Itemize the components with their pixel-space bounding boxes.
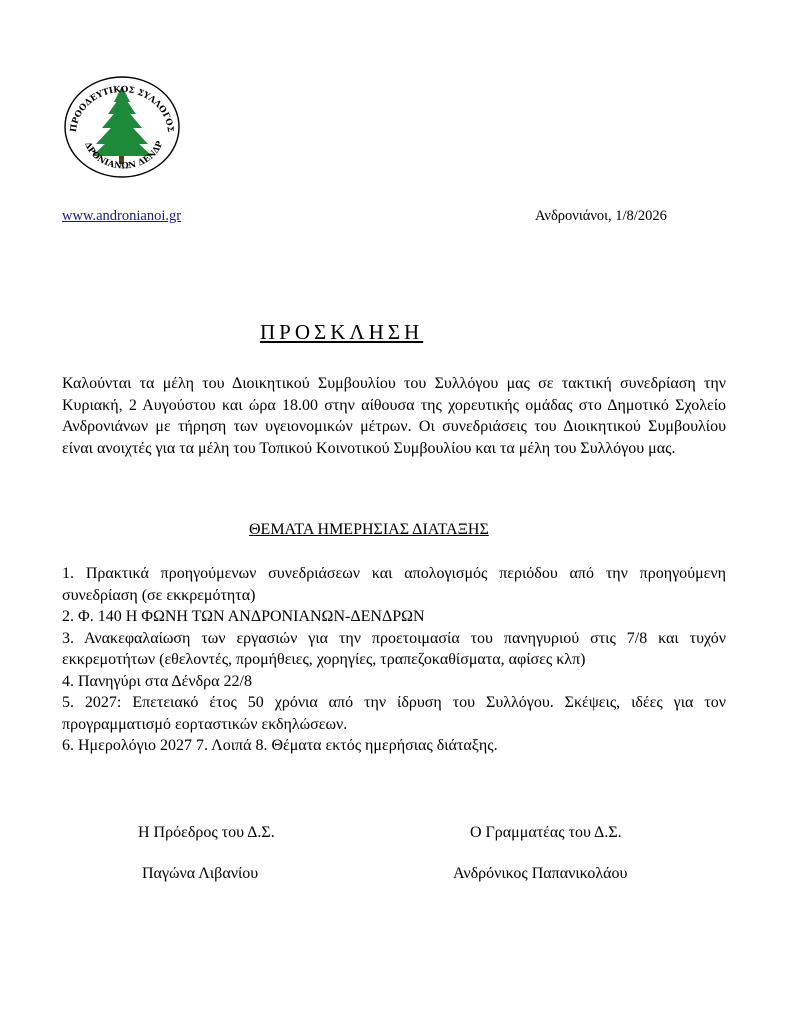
secretary-name: Ανδρόνικος Παπανικολάου bbox=[453, 865, 628, 882]
agenda-item: 1. Πρακτικά προηγούμενων συνεδριάσεων και απολογισμός περιόδου από την προηγούμενη συνεδρίαση (σε εκκρεμότητα) bbox=[62, 565, 726, 604]
agenda-item: 2. Φ. 140 Η ΦΩΝΗ ΤΩΝ ΑΝΔΡΟΝΙΑΝΩΝ-ΔΕΝΔΡΩΝ bbox=[62, 608, 425, 625]
agenda-title: ΘΕΜΑΤΑ ΗΜΕΡΗΣΙΑΣ ΔΙΑΤΑΞΗΣ bbox=[249, 521, 489, 538]
logo-seal bbox=[62, 74, 182, 180]
date-line: Ανδρονιάνοι, 1/8/2026 bbox=[535, 208, 667, 224]
document-title: ΠΡΟΣΚΛΗΣΗ bbox=[260, 320, 424, 344]
president-title: Η Πρόεδρος του Δ.Σ. bbox=[138, 824, 275, 841]
agenda-list bbox=[62, 563, 726, 757]
logo-text-bottom: ΔΡΟΝΙΑΝΩΝ ΔΕΝΔΡ bbox=[82, 139, 166, 172]
logo-text-top: ΠΡΟΟΔΕΥΤΙΚΟΣ ΣΥΛΛΟΓΟΣ bbox=[68, 84, 176, 133]
website-link[interactable]: www.andronianoi.gr bbox=[62, 208, 182, 224]
agenda-item: 6. Ημερολόγιο 2027 7. Λοιπά 8. Θέματα εκτός ημερήσιας διάταξης. bbox=[62, 737, 498, 754]
agenda-item: 3. Ανακεφαλαίωση των εργασιών για την προετοιμασία του πανηγυριού στις 7/8 και τυχόν εκκρεμοτήτων (εθελοντές, προμήθειες, χορηγίες, τραπεζοκαθίσματα, αφίσες κλπ) bbox=[62, 629, 726, 668]
president-name: Παγώνα Λιβανίου bbox=[142, 865, 259, 882]
secretary-title: Ο Γραμματέας του Δ.Σ. bbox=[470, 824, 622, 841]
intro-paragraph: Καλούνται τα μέλη του Διοικητικού Συμβουλίου του Συλλόγου μας σε τακτική συνεδρίαση την Κυριακή, 2 Αυγούστου και ώρα 18.00 στην αίθουσα της χορευτικής ομάδας στο Δημοτικό Σχολείο Ανδρονιάνων με τήρηση των υγειονομικών μέτρων. Οι συνεδριάσεις του Διοικητικού Συμβουλίου είναι ανοιχτές για τα μέλη του Τοπικού Κοινοτικού Συμβουλίου και τα μέλη του Συλλόγου μας. bbox=[62, 375, 726, 457]
agenda-item: 5. 2027: Επετειακό έτος 50 χρόνια από την ίδρυση του Συλλόγου. Σκέψεις, ιδέες για τον προγραμματισμό εορταστικών εκδηλώσεων. bbox=[62, 694, 726, 733]
agenda-item: 4. Πανηγύρι στα Δένδρα 22/8 bbox=[62, 672, 252, 690]
association-logo bbox=[62, 74, 182, 180]
